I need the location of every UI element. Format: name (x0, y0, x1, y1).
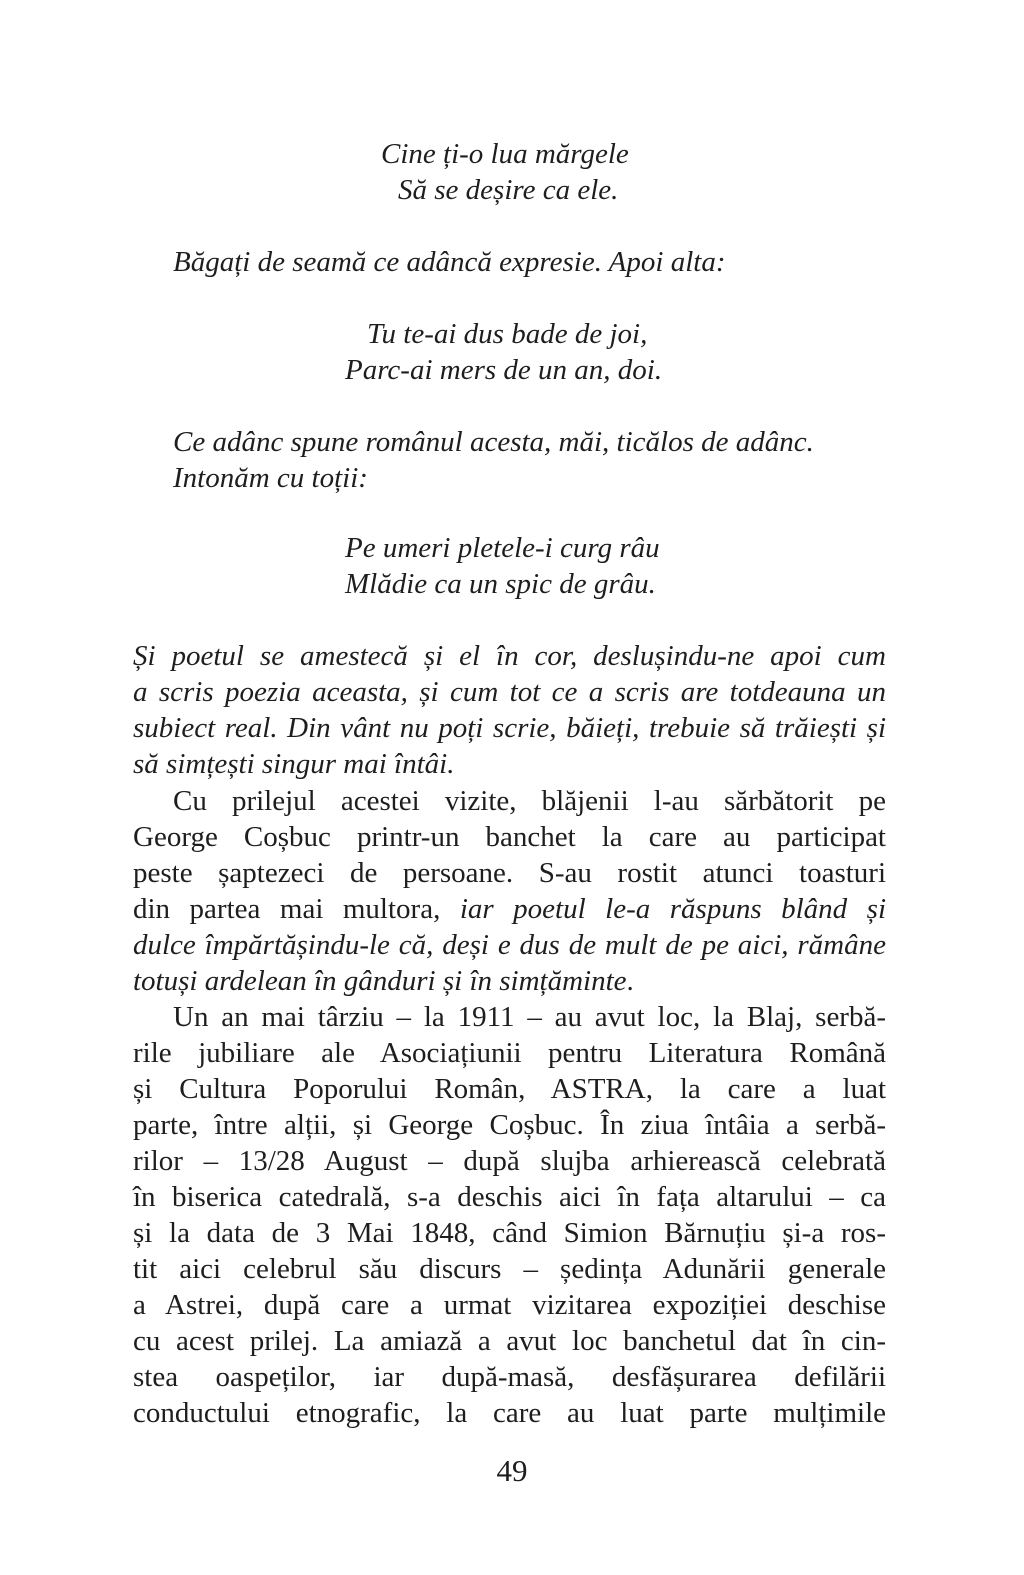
verse-2-line-2: Parc-ai mers de un an, doi. (345, 354, 663, 386)
verse-1-line-2: Să se deșire ca ele. (398, 174, 619, 206)
italic-text: iar poetul le-a răspuns blând și (459, 893, 886, 925)
paragraph-line: parte, între alții, și George Coșbuc. În ziua întâia a serbă- (133, 1109, 886, 1141)
paragraph-line: în biserica catedrală, s-a deschis aici în fața altarului – ca (133, 1181, 886, 1213)
italic-text: totuși ardelean în gânduri și în simțăminte (133, 965, 627, 997)
page-number: 49 (496, 1453, 528, 1488)
paragraph-line: Cu prilejul acestei vizite, blăjenii l-au sărbătorit pe (173, 785, 886, 817)
prose-line: Băgați de seamă ce adâncă expresie. Apoi alta: (173, 246, 726, 278)
paragraph-line: rile jubiliare ale Asociațiunii pentru Literatura Română (133, 1037, 886, 1069)
verse-1-line-1: Cine ți-o lua mărgele (381, 138, 629, 170)
paragraph-line: peste șaptezeci de persoane. S-au rostit atunci toasturi (133, 857, 886, 889)
italic-paragraph-line: a scris poezia aceasta, și cum tot ce a scris are totdeauna un (133, 676, 886, 708)
paragraph-line: a Astrei, după care a urmat vizitarea expoziției deschise (133, 1289, 886, 1321)
paragraph-line: stea oaspeților, iar după-masă, desfășurarea defilării (133, 1361, 886, 1393)
italic-paragraph-line: Și poetul se amestecă și el în cor, deslușindu-ne apoi cum (133, 640, 886, 672)
paragraph-line: cu acest prilej. La amiază a avut loc banchetul dat în cin- (133, 1325, 886, 1357)
paragraph-line-mixed (133, 891, 886, 927)
paragraph-line: tit aici celebrul său discurs – ședința Adunării generale (133, 1253, 886, 1285)
verse-2-line-1: Tu te-ai dus bade de joi, (367, 318, 648, 350)
paragraph-line: conductului etnografic, la care au luat parte mulțimile (133, 1397, 886, 1429)
roman-text: . (626, 965, 634, 997)
prose-line: Ce adânc spune românul acesta, măi, ticălos de adânc. (173, 426, 814, 458)
paragraph-line: Un an mai târziu – la 1911 – au avut loc, la Blaj, serbă- (173, 1001, 886, 1033)
roman-text: din partea mai multora, (133, 893, 460, 925)
prose-line: Intonăm cu toții: (173, 462, 368, 494)
paragraph-line: George Coșbuc printr-un banchet la care au participat (133, 821, 886, 853)
verse-3-line-1: Pe umeri pletele-i curg râu (345, 532, 660, 564)
paragraph-line-mixed (133, 963, 634, 999)
paragraph-line: rilor – 13/28 August – după slujba arhierească celebrată (133, 1145, 886, 1177)
italic-paragraph-line: dulce împărtășindu-le că, deși e dus de mult de pe aici, rămâne (133, 929, 886, 961)
verse-3-line-2: Mlădie ca un spic de grâu. (345, 568, 656, 600)
paragraph-line: și Cultura Poporului Român, ASTRA, la care a luat (133, 1073, 886, 1105)
italic-paragraph-line: să simțești singur mai întâi. (133, 748, 455, 780)
paragraph-line: și la data de 3 Mai 1848, când Simion Bărnuțiu și-a ros- (133, 1217, 886, 1249)
italic-paragraph-line: subiect real. Din vânt nu poți scrie, băieți, trebuie să trăiești și (133, 712, 886, 744)
